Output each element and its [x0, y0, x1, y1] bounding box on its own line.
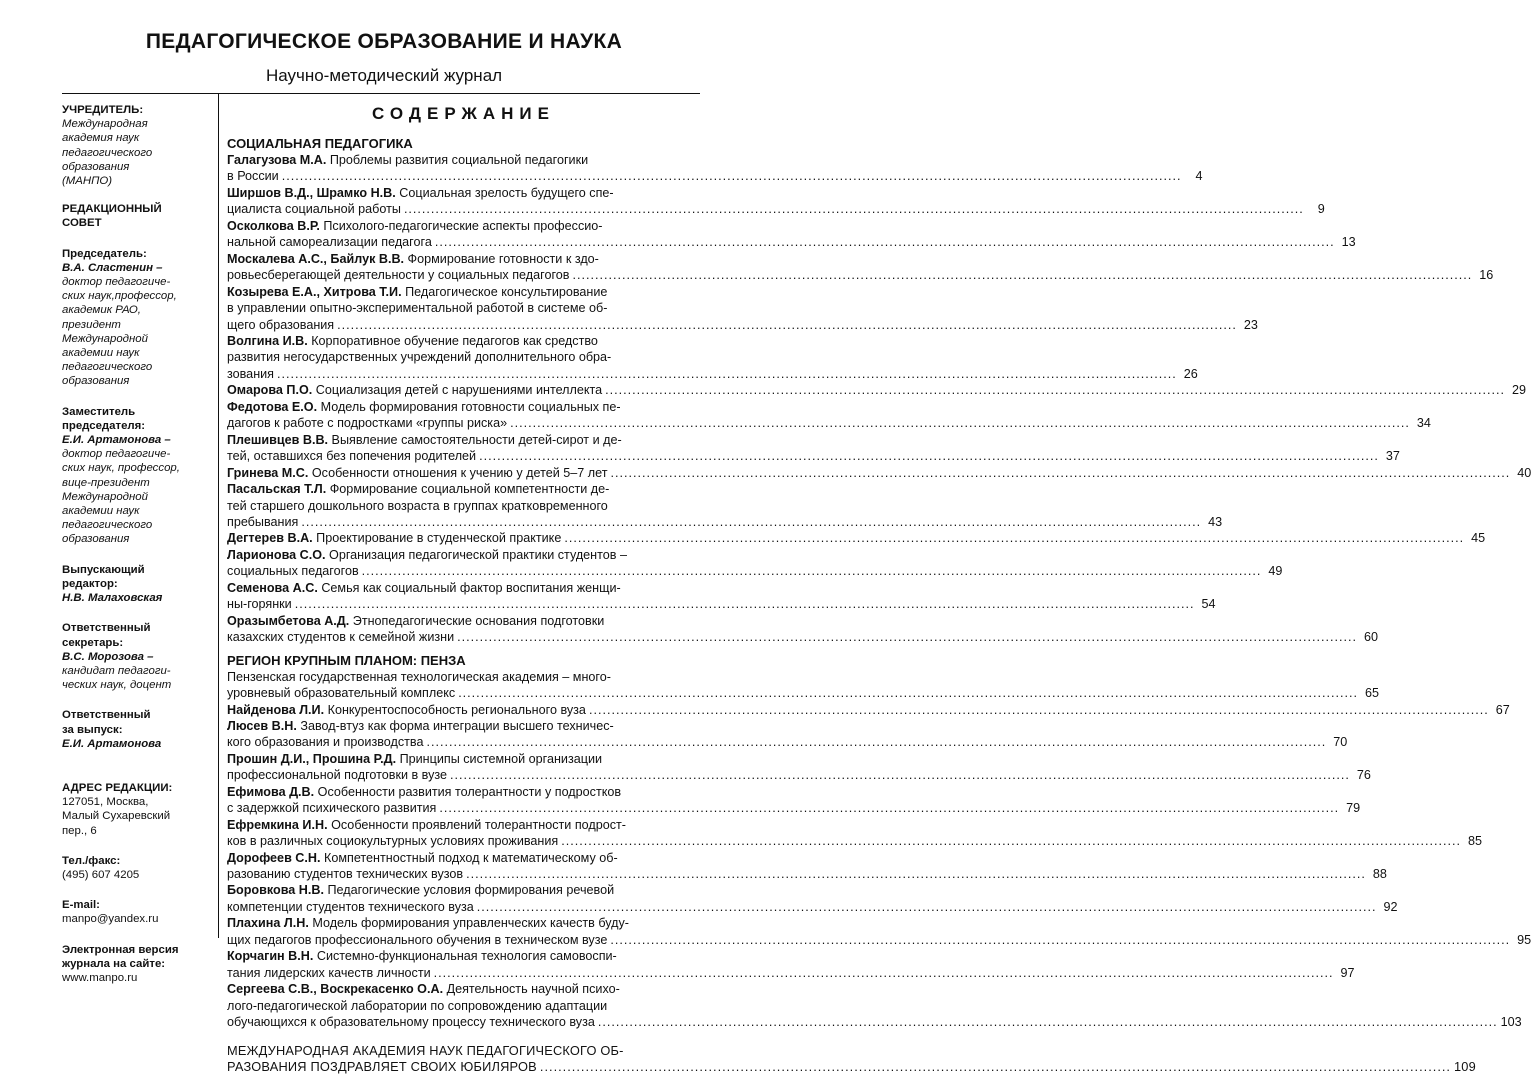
entry-last-line	[227, 629, 1378, 645]
entry-title-text: разованию студентов технических вузов	[227, 867, 464, 882]
entry-last-line	[227, 382, 1526, 398]
text-line: образования	[62, 160, 130, 173]
text-line: вице-президент	[62, 476, 150, 489]
entry-title-text: Гринева М.С. Особенности отношения к учению у детей 5–7 лет	[227, 465, 608, 480]
toc-entry[interactable]	[227, 669, 1379, 702]
text-line: пер., 6	[62, 824, 97, 837]
page-number: 54	[1201, 597, 1216, 612]
entry-title-text: ровьесберегающей деятельности у социальных педагогов	[227, 268, 570, 283]
entry-last-line	[227, 833, 1483, 849]
entry-title-text: развития негосударственных учреждений дополнительного обра-	[227, 350, 612, 365]
text-line: Международной	[62, 332, 148, 345]
entry-title-text: Модель формирования управленческих качеств буду-	[308, 916, 629, 931]
toc-entry[interactable]	[227, 530, 1486, 546]
entry-author: Галагузова М.А.	[227, 153, 327, 167]
text-line: Малый Сухаревский	[62, 810, 171, 823]
toc-entry[interactable]	[227, 948, 1355, 981]
page-number: 103	[1500, 1015, 1522, 1030]
deputy-label	[62, 405, 214, 433]
toc-entry[interactable]	[227, 751, 1371, 784]
entry-author: Козырева Е.А., Хитрова Т.И.	[227, 284, 402, 299]
entry-last-line	[227, 465, 1531, 481]
phone-label: Тел./факс:	[62, 854, 121, 867]
entry-last-line	[227, 685, 1379, 701]
entry-last-line	[227, 267, 1494, 283]
entry-title-text: Системно-функциональная технология самовоспи-	[313, 949, 617, 964]
text-line: педагогического	[62, 519, 153, 532]
entry-line	[227, 481, 700, 497]
entry-title-text: Социальная зрелость будущего спе-	[395, 185, 614, 200]
entry-title-text: циалиста социальной работы	[227, 202, 401, 217]
text-line: 127051, Москва,	[62, 796, 149, 809]
leader-dots: ........................................................................................................................................................................................................	[458, 686, 1358, 701]
toc-entry[interactable]	[227, 580, 1216, 613]
entry-last-line	[227, 415, 1431, 431]
entry-author: Омарова П.О.	[227, 383, 313, 398]
page-number: 43	[1208, 514, 1223, 529]
entry-author: Ефимова Д.В.	[227, 784, 315, 799]
entry-title-text: в России	[227, 169, 279, 184]
entry-last-line	[227, 1014, 1522, 1030]
leader-dots: ........................................................................................................................................................................................................	[597, 1015, 1498, 1030]
entry-title-text: Формирование готовности к здо-	[404, 251, 599, 266]
entry-line	[227, 580, 700, 596]
entry-title-text: нальной самореализации педагога	[227, 235, 432, 250]
toc-entry[interactable]	[227, 702, 1510, 718]
toc-entry[interactable]	[227, 718, 1348, 751]
page-number: 76	[1356, 768, 1371, 783]
entry-line	[227, 998, 700, 1014]
section-heading-penza: РЕГИОН КРУПНЫМ ПЛАНОМ: ПЕНЗА	[227, 652, 466, 668]
phone-value: (495) 607 4205	[62, 868, 140, 881]
page-number: 85	[1468, 834, 1483, 849]
toc-entry[interactable]	[227, 784, 1361, 817]
text-line: образования	[62, 533, 130, 546]
page-number: 88	[1372, 867, 1387, 882]
entry-author: Москалева А.С., Байлук В.В.	[227, 251, 405, 266]
toc-entry[interactable]	[227, 850, 1387, 883]
secretary-name: В.С. Морозова –	[62, 650, 154, 663]
entry-last-line	[227, 234, 1356, 250]
entry-last-line	[227, 448, 1400, 464]
entry-title-text: щих педагогов профессионального обучения в техническом вузе	[227, 932, 608, 947]
entry-author: Прошин Д.И., Прошина Р.Д.	[227, 751, 397, 766]
page-number: 109	[1453, 1059, 1476, 1075]
entry-title-text: Найденова Л.И. Конкурентоспособность регионального вуза	[227, 702, 586, 717]
entry-line	[227, 669, 700, 685]
entry-line	[227, 399, 700, 415]
issue-editor-block	[62, 563, 214, 606]
text-line: педагогического	[62, 146, 153, 159]
entry-title-text: тания лидерских качеств личности	[227, 965, 431, 980]
entry-title-text: Компетентностный подход к математическому об-	[320, 850, 618, 865]
founder-text	[62, 117, 214, 188]
chair-label	[62, 247, 214, 261]
entry-last-line	[227, 965, 1355, 981]
table-of-contents	[227, 103, 1531, 1076]
entry-author: Дорофеев С.Н.	[227, 850, 321, 865]
leader-dots: ........................................................................................................................................................................................................	[457, 630, 1357, 645]
entry-last-line	[227, 866, 1387, 882]
page-number: 23	[1243, 317, 1258, 332]
web-block	[62, 943, 214, 986]
entry-title-text: с задержкой психического развития	[227, 801, 437, 816]
entry-line	[227, 915, 700, 931]
website-link[interactable]: www.manpo.ru	[62, 971, 138, 984]
entry-title-text: Особенности проявлений толерантности подрост-	[327, 817, 626, 832]
page-number: 92	[1383, 899, 1398, 914]
entry-last-line	[227, 734, 1348, 750]
entry-line	[227, 218, 700, 234]
entry-title-text: компетенции студентов технического вуза	[227, 899, 474, 914]
page-number: 79	[1346, 801, 1361, 816]
entry-last-line	[227, 514, 1223, 530]
entry-author: Плахина Л.Н.	[227, 916, 309, 931]
entry-title-text: уровневый образовательный комплекс	[227, 686, 456, 701]
column-divider	[218, 93, 219, 938]
text-line: за выпуск:	[62, 723, 123, 736]
entry-line	[227, 882, 700, 898]
leader-dots: ........................................................................................................................................................................................................	[301, 514, 1202, 529]
toc-entry[interactable]	[227, 218, 1356, 251]
entry-line	[227, 817, 700, 833]
toc-entry[interactable]	[227, 481, 1223, 530]
leader-dots: ........................................................................................................................................................................................................	[434, 235, 1335, 250]
web-label	[62, 943, 214, 971]
text-line: Международной	[62, 490, 148, 503]
entry-last-line	[227, 366, 1198, 382]
leader-dots: ........................................................................................................................................................................................................	[277, 366, 1177, 381]
entry-author: Волгина И.В.	[227, 333, 308, 348]
toc-entry[interactable]	[227, 817, 1483, 850]
entry-last-line	[227, 563, 1283, 579]
entry-title-text: ков в различных социокультурных условиях проживания	[227, 834, 559, 849]
chair-name: В.А. Сластенин –	[62, 261, 163, 274]
page-number: 9	[1317, 202, 1325, 217]
entry-title-text: Модель формирования готовности социальных пе-	[317, 399, 621, 414]
entry-last-line	[227, 932, 1531, 948]
leader-dots: ........................................................................................................................................................................................................	[605, 383, 1505, 398]
entry-line	[227, 152, 700, 168]
entry-line	[227, 547, 700, 563]
page-number: 45	[1471, 531, 1486, 546]
toc-entry[interactable]	[227, 915, 1531, 948]
leader-dots: ........................................................................................................................................................................................................	[610, 932, 1511, 947]
entry-title-text: Корпоративное обучение педагогов как средство	[307, 333, 598, 348]
editorial-sidebar	[62, 103, 214, 996]
section-heading-social-pedagogy: СОЦИАЛЬНАЯ ПЕДАГОГИКА	[227, 136, 413, 151]
leader-dots: ........................................................................................................................................................................................................	[610, 465, 1511, 480]
entry-author: Осколкова В.Р.	[227, 218, 320, 233]
text-line: ских наук,профессор,	[62, 290, 177, 303]
address-label: АДРЕС РЕДАКЦИИ:	[62, 781, 173, 794]
leader-dots: ........................................................................................................................................................................................................	[337, 317, 1237, 332]
entry-title-text: Педагогическое консультирование	[401, 284, 608, 299]
page-number: 26	[1183, 366, 1198, 381]
entry-author: Плешивцев В.В.	[227, 432, 329, 447]
deputy-description	[62, 447, 214, 546]
page-number: 49	[1268, 564, 1283, 579]
entry-author: Гринева М.С.	[227, 465, 309, 480]
leader-dots: ........................................................................................................................................................................................................	[479, 449, 1379, 464]
entry-title-text: тей, оставшихся без попечения родителей	[227, 449, 477, 464]
text-line: Ответственный	[62, 709, 151, 722]
toc-entry[interactable]	[227, 399, 1431, 432]
page-number: 13	[1341, 235, 1356, 250]
journal-subtitle: Научно-методический журнал	[265, 66, 503, 85]
entry-title-text: Дегтерев В.А. Проектирование в студенческой практике	[227, 531, 562, 546]
leader-dots: ........................................................................................................................................................................................................	[403, 202, 1304, 217]
toc-entry[interactable]	[227, 333, 1198, 382]
leader-dots: ........................................................................................................................................................................................................	[433, 965, 1334, 980]
entry-line	[227, 284, 700, 300]
page-number: 34	[1416, 416, 1431, 431]
leader-dots: ........................................................................................................................................................................................................	[450, 768, 1350, 783]
leader-dots: ........................................................................................................................................................................................................	[281, 169, 1182, 184]
entry-line	[227, 498, 700, 514]
entry-author: Пасальская Т.Л.	[227, 482, 327, 497]
leader-dots: ........................................................................................................................................................................................................	[561, 834, 1462, 849]
text-line: секретарь:	[62, 636, 124, 649]
toc-entry[interactable]	[227, 465, 1531, 481]
entry-title-text: дагогов к работе с подростками «группы риска»	[227, 416, 508, 431]
responsible-label	[62, 708, 214, 736]
page-number: 40	[1517, 465, 1531, 480]
board-heading	[62, 202, 214, 230]
entry-title-text: Выявление самостоятельности детей-сирот и де-	[328, 432, 622, 447]
entry-title-text: казахских студентов к семейной жизни	[227, 630, 455, 645]
text-line: редактор:	[62, 577, 118, 590]
founder-block	[62, 103, 214, 188]
page-number: 65	[1364, 686, 1379, 701]
chair-block	[62, 247, 214, 389]
entry-last-line	[227, 201, 1325, 217]
email-label: E-mail:	[62, 899, 100, 912]
toc-entry[interactable]	[227, 185, 1325, 218]
leader-dots: ........................................................................................................................................................................................................	[361, 564, 1262, 579]
text-line: доктор педагогиче-	[62, 448, 171, 461]
toc-entry[interactable]	[227, 613, 1378, 646]
page-number: 37	[1385, 449, 1400, 464]
page-number: 16	[1479, 268, 1494, 283]
secretary-block	[62, 621, 214, 692]
journal-title: ПЕДАГОГИЧЕСКОЕ ОБРАЗОВАНИЕ И НАУКА	[145, 30, 623, 53]
entry-line	[227, 349, 700, 365]
entry-title-text: обучающихся к образовательному процессу технического вуза	[227, 1015, 595, 1030]
text-line: образования	[62, 375, 130, 388]
entry-title-text: Завод-втуз как форма интеграции высшего техничес-	[296, 718, 614, 733]
leader-dots: ........................................................................................................................................................................................................	[539, 1059, 1451, 1075]
entry-line	[227, 185, 700, 201]
text-line: Председатель:	[62, 247, 147, 260]
page-number: 60	[1363, 630, 1378, 645]
text-line: журнала на сайте:	[62, 957, 166, 970]
entry-author: Федотова Е.О.	[227, 399, 318, 414]
entry-title-text: Семья как социальный фактор воспитания женщи-	[317, 580, 621, 595]
text-line: Заместитель	[62, 405, 136, 418]
text-line: кандидат педагоги-	[62, 664, 171, 677]
entry-title-text: Психолого-педагогические аспекты профессио-	[319, 218, 603, 233]
text-line: педагогического	[62, 361, 153, 374]
page-number: 95	[1517, 932, 1531, 947]
entry-line	[227, 333, 700, 349]
text-line: Электронная версия	[62, 943, 179, 956]
text-line: СОВЕТ	[62, 217, 102, 230]
toc-entry[interactable]	[227, 251, 1494, 284]
phone-block	[62, 854, 214, 882]
leader-dots: ........................................................................................................................................................................................................	[294, 597, 1195, 612]
entry-title-text: Этнопедагогические основания подготовки	[349, 613, 605, 628]
contents-heading: СОДЕРЖАНИЕ	[372, 104, 555, 123]
page-number: 29	[1511, 383, 1526, 398]
text-line: доктор педагогиче-	[62, 276, 171, 289]
anniversary-text: РАЗОВАНИЯ ПОЗДРАВЛЯЕТ СВОИХ ЮБИЛЯРОВ	[227, 1059, 537, 1075]
entry-author: Оразымбетова А.Д.	[227, 613, 350, 628]
text-line: Ответственный	[62, 622, 151, 635]
entry-last-line	[227, 800, 1361, 816]
entry-last-line	[227, 767, 1371, 783]
text-line: академик РАО,	[62, 304, 141, 317]
entry-line	[227, 718, 700, 734]
leader-dots: ........................................................................................................................................................................................................	[466, 867, 1366, 882]
entry-title-text: Пензенская государственная технологическая академия – много-	[227, 669, 611, 684]
toc-entry[interactable]	[227, 547, 1283, 580]
entry-last-line	[227, 596, 1216, 612]
entry-title-text: Формирование социальной компетентности де-	[326, 482, 610, 497]
deputy-name: Е.И. Артамонова –	[62, 434, 171, 447]
responsible-block	[62, 708, 214, 751]
entry-title-text: Деятельность научной психо-	[443, 982, 620, 997]
leader-dots: ........................................................................................................................................................................................................	[426, 735, 1327, 750]
text-line: председателя:	[62, 419, 146, 432]
text-line: ческих наук, доцент	[62, 679, 172, 692]
leader-dots: ........................................................................................................................................................................................................	[572, 268, 1473, 283]
entry-last-line	[227, 317, 1258, 333]
leader-dots: ........................................................................................................................................................................................................	[476, 899, 1377, 914]
entry-author: Дегтерев В.А.	[227, 531, 313, 546]
entry-title-text: кого образования и производства	[227, 735, 424, 750]
entry-author: Корчагин В.Н.	[227, 949, 314, 964]
entry-author: Сергеева С.В., Воскрекасенко О.А.	[227, 982, 444, 997]
entry-last-line	[227, 702, 1510, 718]
entry-title-text: Организация педагогической практики студентов –	[325, 547, 627, 562]
text-line: Международная	[62, 118, 148, 131]
entry-title-text: Педагогические условия формирования речевой	[323, 883, 615, 898]
toc-entry[interactable]	[227, 152, 1203, 185]
toc-entry[interactable]	[227, 432, 1400, 465]
entry-title-text: щего образования	[227, 317, 335, 332]
text-line: академии наук	[62, 347, 140, 360]
entry-title-text: тей старшего дошкольного возраста в группах кратковременного	[227, 498, 608, 513]
page-number: 4	[1195, 169, 1203, 184]
toc-entry[interactable]	[227, 882, 1398, 915]
entry-line	[227, 981, 700, 997]
header-divider	[62, 93, 700, 94]
entry-author: Найденова Л.И.	[227, 702, 325, 717]
founder-label: УЧРЕДИТЕЛЬ:	[62, 104, 144, 116]
text-line: академия наук	[62, 132, 140, 145]
text-line: (МАНПО)	[62, 175, 113, 188]
entry-last-line	[227, 530, 1486, 546]
entry-line	[227, 850, 700, 866]
leader-dots: ........................................................................................................................................................................................................	[564, 531, 1465, 546]
entry-title-text: лого-педагогической лаборатории по сопровождению адаптации	[227, 998, 608, 1013]
text-line: академии наук	[62, 505, 140, 518]
entry-title-text: Принципы системной организации	[396, 751, 603, 766]
entry-title-text: профессиональной подготовки в вузе	[227, 768, 448, 783]
entry-line	[227, 432, 700, 448]
secretary-description	[62, 664, 214, 692]
email-block	[62, 898, 214, 926]
anniversary-last-line	[227, 1059, 1476, 1076]
text-line: ских наук, профессор,	[62, 462, 180, 475]
toc-entry[interactable]	[227, 382, 1526, 398]
entry-author: Ларионова С.О.	[227, 547, 326, 562]
entry-author: Семенова А.С.	[227, 580, 318, 595]
entry-title-text: зования	[227, 366, 274, 381]
section-entries-social-pedagogy	[227, 152, 1531, 646]
board-block	[62, 202, 214, 230]
entry-line	[227, 251, 700, 267]
page-number: 97	[1340, 965, 1355, 980]
secretary-label	[62, 621, 214, 649]
section-entries-penza	[227, 669, 1531, 1031]
entry-last-line	[227, 899, 1398, 915]
responsible-name: Е.И. Артамонова	[62, 737, 162, 750]
leader-dots: ........................................................................................................................................................................................................	[510, 416, 1410, 431]
entry-title-text: Особенности развития толерантности у подростков	[314, 784, 622, 799]
entry-title-text: ны-горянки	[227, 597, 292, 612]
email-link[interactable]: manpo@yandex.ru	[62, 913, 159, 926]
entry-title-text: социальных педагогов	[227, 564, 359, 579]
address-text	[62, 795, 214, 838]
anniversary-line: МЕЖДУНАРОДНАЯ АКАДЕМИЯ НАУК ПЕДАГОГИЧЕСКОГО ОБ-	[227, 1042, 624, 1058]
entry-title-text: пребывания	[227, 514, 299, 529]
leader-dots: ........................................................................................................................................................................................................	[588, 702, 1489, 717]
entry-last-line	[227, 168, 1203, 184]
issue-editor-name: Н.В. Малаховская	[62, 592, 163, 605]
text-line: президент	[62, 318, 121, 331]
entry-author: Ширшов В.Д., Шрамко Н.В.	[227, 185, 396, 200]
text-line: Выпускающий	[62, 563, 145, 576]
address-block	[62, 781, 214, 838]
entry-line	[227, 948, 700, 964]
toc-entry[interactable]	[227, 981, 1522, 1030]
page-number: 70	[1333, 735, 1348, 750]
entry-title-text: в управлении опытно-экспериментальной работой в системе об-	[227, 301, 608, 316]
entry-title-text: Омарова П.О. Социализация детей с нарушениями интеллекта	[227, 383, 603, 398]
toc-entry[interactable]	[227, 284, 1258, 333]
page-number: 67	[1495, 702, 1510, 717]
entry-author: Люсев В.Н.	[227, 718, 297, 733]
entry-title-text: Проблемы развития социальной педагогики	[326, 153, 589, 167]
entry-author: Ефремкина И.Н.	[227, 817, 328, 832]
entry-line	[227, 300, 700, 316]
deputy-block	[62, 405, 214, 547]
chair-description	[62, 275, 214, 389]
entry-line	[227, 613, 700, 629]
entry-author: Боровкова Н.В.	[227, 883, 324, 898]
leader-dots: ........................................................................................................................................................................................................	[439, 801, 1340, 816]
text-line: РЕДАКЦИОННЫЙ	[62, 203, 162, 216]
entry-line	[227, 784, 700, 800]
issue-editor-label	[62, 563, 214, 591]
anniversary-entry[interactable]	[227, 1042, 1476, 1076]
entry-line	[227, 751, 700, 767]
